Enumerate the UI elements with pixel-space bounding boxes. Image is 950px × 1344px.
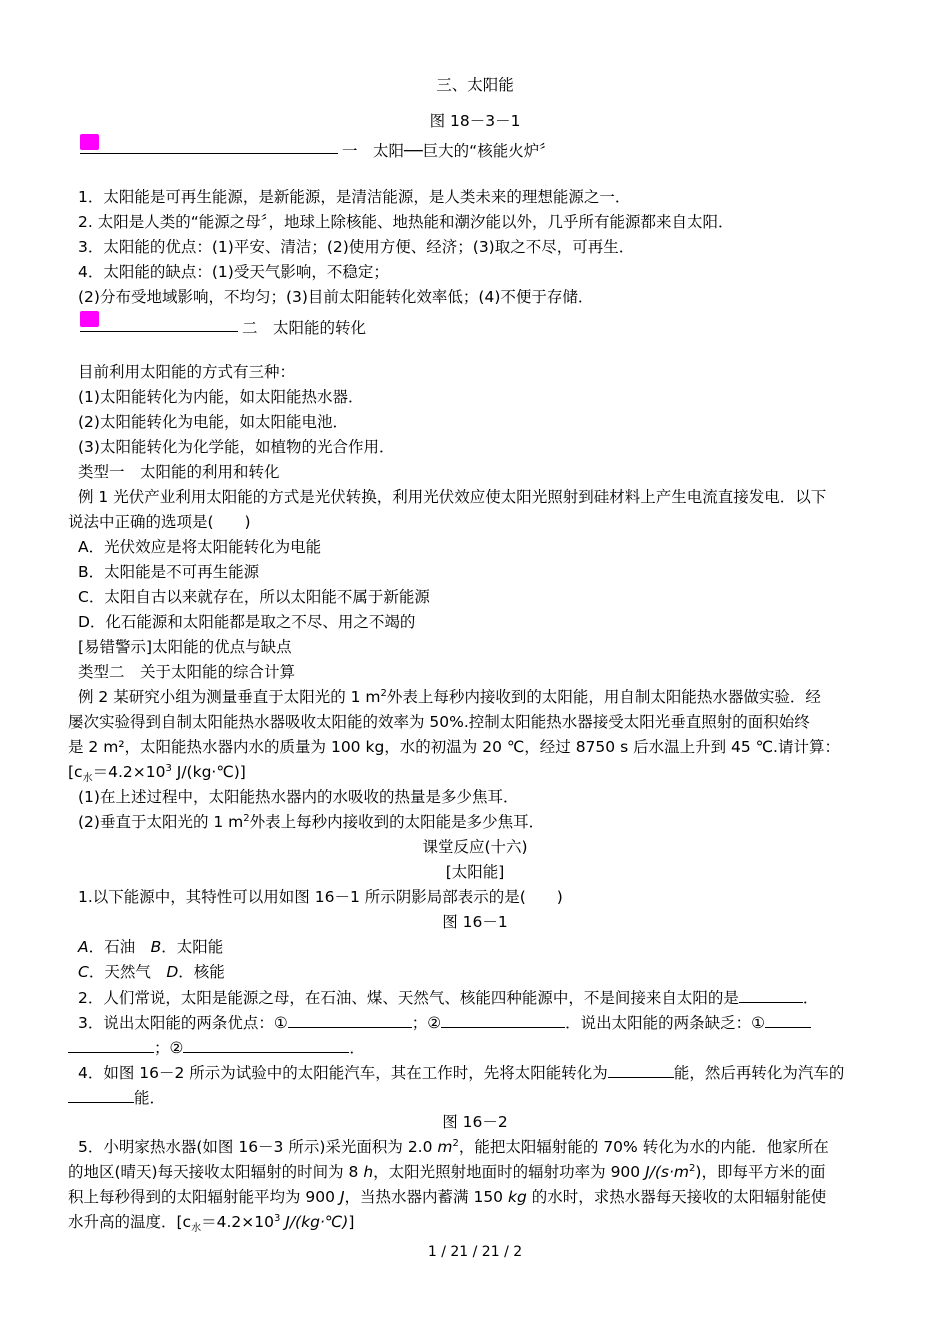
problem-5-line: 水升高的温度．[$c_水=4.2\times 10^3$ J/(kg·℃)]: [68, 1212, 355, 1235]
figure-caption-16-2: 图 16－2: [442, 1113, 508, 1131]
class-feedback-title: 课堂反应(十六): [422, 838, 528, 856]
option-a: A．光伏效应是将太阳能转化为电能: [78, 538, 322, 556]
type-heading-1: 类型一 太阳能的利用和转化: [78, 463, 280, 481]
problem-4-cont: 能．: [68, 1086, 165, 1109]
page-title: 三、太阳能: [436, 76, 514, 94]
answer-blank[interactable]: [68, 1036, 154, 1053]
figure-caption-18-3-1: 图 18－3－1: [429, 112, 521, 130]
option-b: B．太阳能是不可再生能源: [78, 563, 260, 581]
problem-3: 3．说出太阳能的两条优点：① ；② ．说出太阳能的两条缺乏：①: [78, 1011, 811, 1034]
example-1-line: 例 1 光伏产业利用太阳能的方式是光伏转换，利用光伏效应使太阳光照射到硅材料上产生电流直接发电．以下: [78, 488, 827, 506]
problem-5-line: 积上每秒得到的太阳辐射能平均为 900 J，当热水器内蓄满 150 kg 的水时，求热水器每天接收的太阳辐射能使: [68, 1188, 827, 1206]
answer-blank[interactable]: [288, 1011, 412, 1028]
problem-4: 4．如图 16－2 所示为试验中的太阳能汽车，其在工作时，先将太阳能转化为 能，然后再转化为汽车的: [78, 1061, 844, 1084]
answer-blank[interactable]: [68, 1086, 134, 1103]
answer-blank[interactable]: [183, 1036, 349, 1053]
paragraph-line: (2)分布受地域影响，不均匀；(3)目前太阳能转化效率低；(4)不便于存储．: [78, 288, 594, 306]
answer-blank[interactable]: [739, 986, 803, 1003]
error-warning: [易错警示]太阳能的优点与缺点: [78, 638, 292, 656]
paragraph-line: 3．太阳能的优点：(1)平安、清洁；(2)使用方便、经济；(3)取之不尽，可再生．: [78, 238, 635, 256]
paragraph-line: (2)太阳能转化为电能，如太阳能电池．: [78, 413, 348, 431]
problem-5-line: 的地区(晴天)每天接收太阳辐射的时间为 8 h，太阳光照射地面时的辐射功率为 900 $J/(s\cdot m^2)$，即每平方米的面: [68, 1162, 826, 1181]
figure-caption-16-1: 图 16－1: [442, 913, 508, 931]
heading-rule: [80, 331, 238, 332]
section-marker-icon: [80, 311, 99, 327]
example-2-line: 例 2 某研究小组为测量垂直于太阳光的 1 $m^2$外表上每秒内接收到的太阳能，用自制太阳能热水器做实验．经: [78, 687, 821, 706]
section-marker-icon: [80, 134, 99, 150]
paragraph-line: 2. 太阳是人类的“能源之母〞，地球上除核能、地热能和潮汐能以外，几乎所有能源都来自太阳．: [78, 213, 734, 231]
example-2-line: 是 2 m²，太阳能热水器内水的质量为 100 kg，水的初温为 20 ℃，经过 8750 s 后水温上升到 45 ℃.请计算：: [68, 738, 840, 756]
example-1-line: 说法中正确的选项是( ): [68, 513, 251, 531]
example-2-question-2: (2)垂直于太阳光的 1 $m^2$外表上每秒内接收到的太阳能是多少焦耳．: [78, 812, 545, 831]
answer-blank[interactable]: [765, 1011, 811, 1028]
heading-rule: [80, 153, 338, 154]
option-c: C．太阳自古以来就存在，所以太阳能不属于新能源: [78, 588, 430, 606]
paragraph-line: 1．太阳能是可再生能源，是新能源，是清洁能源，是人类未来的理想能源之一．: [78, 188, 631, 206]
page-number: 1 / 21 / 21 / 2: [427, 1244, 523, 1260]
paragraph-line: (1)太阳能转化为内能，如太阳能热水器．: [78, 388, 364, 406]
problem-1-options-cd: C．天然气 D．核能: [78, 963, 225, 981]
paragraph-line: (3)太阳能转化为化学能，如植物的光合作用．: [78, 438, 395, 456]
section-heading-2: 二 太阳能的转化: [242, 319, 367, 337]
type-heading-2: 类型二 关于太阳能的综合计算: [78, 663, 296, 681]
example-2-question-1: (1)在上述过程中，太阳能热水器内的水吸收的热量是多少焦耳．: [78, 788, 519, 806]
problem-2: 2．人们常说，太阳是能源之母，在石油、煤、天然气、核能四种能源中，不是间接来自太阳的是 ．: [78, 986, 818, 1009]
example-2-constant: [$c_水=4.2\times 10^3$ J/(kg·℃)]: [68, 762, 246, 785]
paragraph-line: 4．太阳能的缺点：(1)受天气影响，不稳定；: [78, 263, 389, 281]
problem-3-cont: ；② ．: [68, 1036, 365, 1059]
problem-5-line: 5．小明家热水器(如图 16－3 所示)采光面积为 2.0 $m^2$，能把太阳辐射能的 70% 转化为水的内能．他家所在: [78, 1137, 829, 1156]
answer-blank[interactable]: [608, 1061, 674, 1078]
problem-1: 1.以下能源中，其特性可以用如图 16－1 所示阴影局部表示的是( ): [78, 888, 563, 906]
answer-blank[interactable]: [441, 1011, 565, 1028]
example-2-line: 屡次实验得到自制太阳能热水器吸收太阳能的效率为 50%.控制太阳能热水器接受太阳光垂直照射的面积始终: [68, 713, 810, 731]
problem-1-options-ab: A．石油 B．太阳能: [78, 938, 224, 956]
section-heading-1: 一 太阳──巨大的“核能火炉〞: [342, 142, 555, 160]
class-feedback-subtitle: [太阳能]: [445, 863, 505, 881]
option-d: D．化石能源和太阳能都是取之不尽、用之不竭的: [78, 613, 416, 631]
paragraph-line: 目前利用太阳能的方式有三种：: [78, 363, 296, 381]
